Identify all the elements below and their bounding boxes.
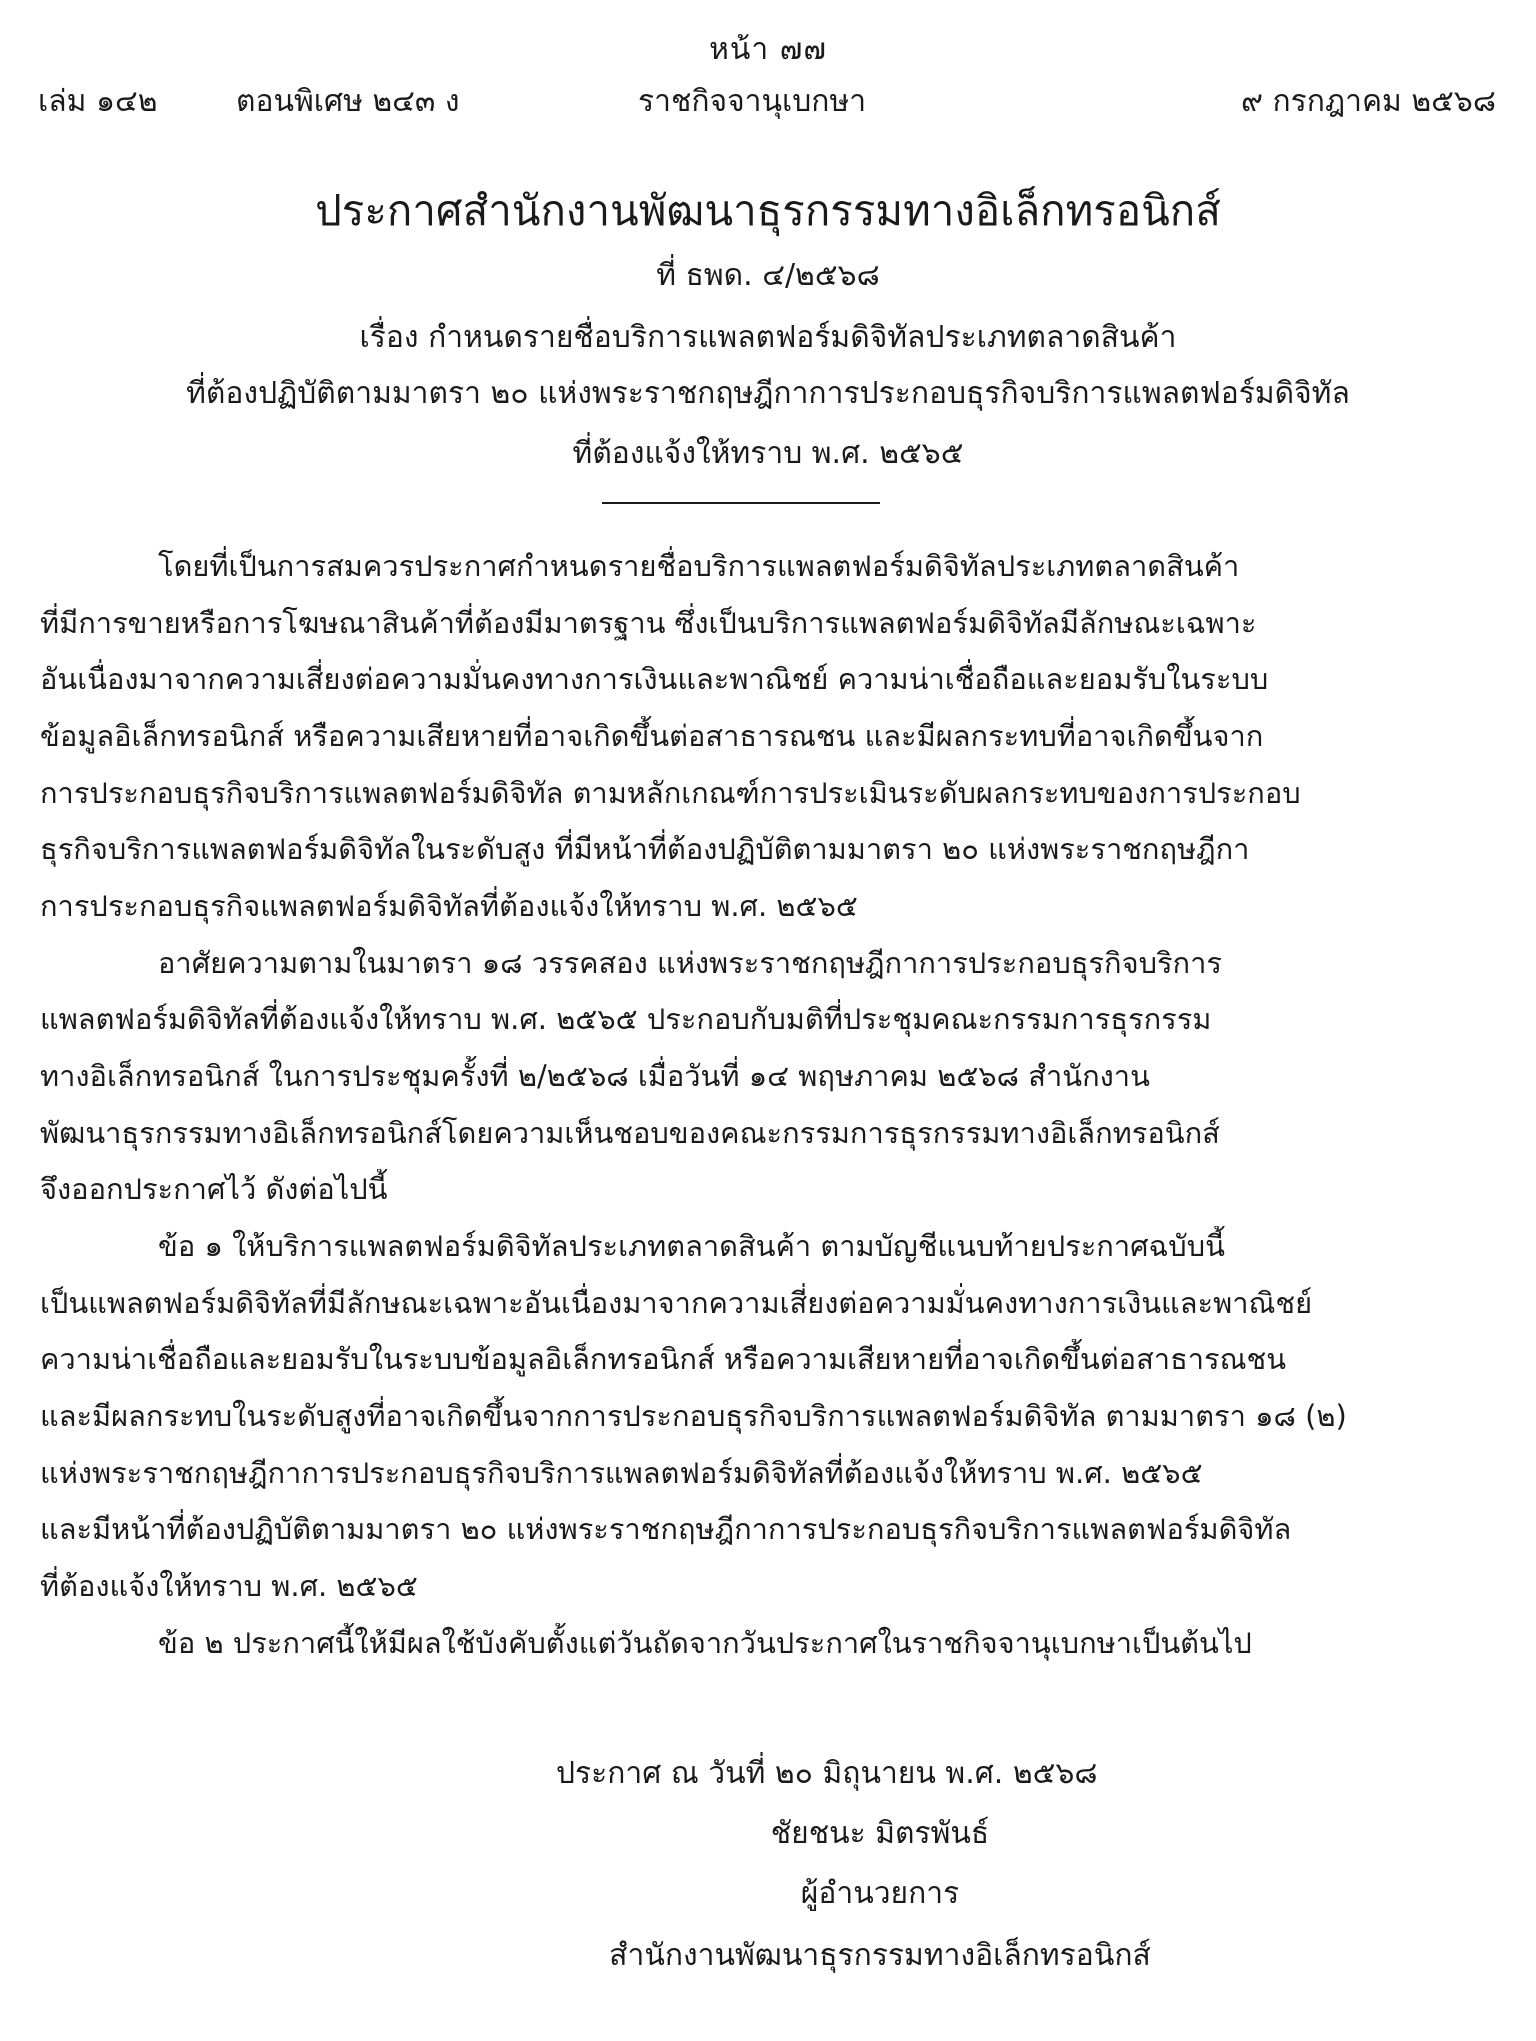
header-volume: เล่ม ๑๔๒ [38,84,158,119]
announcement-number: ที่ ธพด. ๔/๒๕๖๘ [656,258,880,293]
body-line: ข้อ ๑ ให้บริการแพลตฟอร์มดิจิทัลประเภทตลาดสินค้า ตามบัญชีแนบท้ายประกาศฉบับนี้ [158,1229,1225,1263]
body-line: และมีผลกระทบในระดับสูงที่อาจเกิดขึ้นจากการประกอบธุรกิจบริการแพลตฟอร์มดิจิทัล ตามมาตรา ๑๘ (๒) [40,1399,1347,1433]
running-header [38,78,1496,122]
body-line: ที่ต้องแจ้งให้ทราบ พ.ศ. ๒๕๖๕ [40,1569,418,1603]
signatory-name: ชัยชนะ มิตรพันธ์ [770,1816,990,1851]
body-line: เป็นแพลตฟอร์มดิจิทัลที่มีลักษณะเฉพาะอันเนื่องมาจากความเสี่ยงต่อความมั่นคงทางการเงินและพาณิชย์ [40,1286,1313,1320]
signatory-position: ผู้อำนวยการ [800,1876,960,1911]
header-section: ตอนพิเศษ ๒๔๓ ง [236,84,460,119]
announcement-title: ประกาศสำนักงานพัฒนาธุรกรรมทางอิเล็กทรอนิกส์ [315,186,1221,235]
body-line: ข้อ ๒ ประกาศนี้ให้มีผลใช้บังคับตั้งแต่วันถัดจากวันประกาศในราชกิจจานุเบกษาเป็นต้นไป [158,1626,1252,1660]
body-line: การประกอบธุรกิจบริการแพลตฟอร์มดิจิทัล ตามหลักเกณฑ์การประเมินระดับผลกระทบของการประกอบ [40,776,1301,810]
body-line: ธุรกิจบริการแพลตฟอร์มดิจิทัลในระดับสูง ที่มีหน้าที่ต้องปฏิบัติตามมาตรา ๒๐ แห่งพระราชกฤษฎีกา [40,832,1250,866]
subject-line: เรื่อง กำหนดรายชื่อบริการแพลตฟอร์มดิจิทัลประเภทตลาดสินค้า [359,320,1177,355]
subject-line: ที่ต้องปฏิบัติตามมาตรา ๒๐ แห่งพระราชกฤษฎีกาการประกอบธุรกิจบริการแพลตฟอร์มดิจิทัล [186,376,1350,411]
body-line: พัฒนาธุรกรรมทางอิเล็กทรอนิกส์โดยความเห็นชอบของคณะกรรมการธุรกรรมทางอิเล็กทรอนิกส์ [40,1116,1220,1150]
body-line: ข้อมูลอิเล็กทรอนิกส์ หรือความเสียหายที่อาจเกิดขึ้นต่อสาธารณชน และมีผลกระทบที่อาจเกิดขึ้นจาก [40,719,1264,753]
signature-date: ประกาศ ณ วันที่ ๒๐ มิถุนายน พ.ศ. ๒๕๖๘ [556,1756,1098,1791]
body-line: การประกอบธุรกิจแพลตฟอร์มดิจิทัลที่ต้องแจ้งให้ทราบ พ.ศ. ๒๕๖๕ [40,889,858,923]
body-line: อันเนื่องมาจากความเสี่ยงต่อความมั่นคงทางการเงินและพาณิชย์ ความน่าเชื่อถือและยอมรับในระบบ [40,662,1269,696]
body-line: แพลตฟอร์มดิจิทัลที่ต้องแจ้งให้ทราบ พ.ศ. ๒๕๖๕ ประกอบกับมติที่ประชุมคณะกรรมการธุรกรรม [40,1002,1212,1036]
header-gazette-name: ราชกิจจานุเบกษา [638,84,867,119]
body-line: และมีหน้าที่ต้องปฏิบัติตามมาตรา ๒๐ แห่งพระราชกฤษฎีกาการประกอบธุรกิจบริการแพลตฟอร์มดิจิทัล [40,1512,1292,1546]
subject-line: ที่ต้องแจ้งให้ทราบ พ.ศ. ๒๕๖๕ [572,436,964,471]
body-line: โดยที่เป็นการสมควรประกาศกำหนดรายชื่อบริการแพลตฟอร์มดิจิทัลประเภทตลาดสินค้า [158,549,1240,583]
title-divider [602,502,880,504]
body-line: ที่มีการขายหรือการโฆษณาสินค้าที่ต้องมีมาตรฐาน ซึ่งเป็นบริการแพลตฟอร์มดิจิทัลมีลักษณะเฉพาะ [40,606,1257,640]
body-line: อาศัยความตามในมาตรา ๑๘ วรรคสอง แห่งพระราชกฤษฎีกาการประกอบธุรกิจบริการ [158,946,1222,980]
page-number: หน้า ๗๗ [709,32,827,67]
body-line: จึงออกประกาศไว้ ดังต่อไปนี้ [40,1172,388,1206]
body-line: ทางอิเล็กทรอนิกส์ ในการประชุมครั้งที่ ๒/๒๕๖๘ เมื่อวันที่ ๑๔ พฤษภาคม ๒๕๖๘ สำนักงาน [40,1059,1150,1093]
signatory-organization: สำนักงานพัฒนาธุรกรรมทางอิเล็กทรอนิกส์ [609,1938,1151,1973]
header-date: ๙ กรกฎาคม ๒๕๖๘ [1241,84,1496,119]
body-line: ความน่าเชื่อถือและยอมรับในระบบข้อมูลอิเล็กทรอนิกส์ หรือความเสียหายที่อาจเกิดขึ้นต่อสาธารณชน [40,1342,1287,1376]
body-line: แห่งพระราชกฤษฎีกาการประกอบธุรกิจบริการแพลตฟอร์มดิจิทัลที่ต้องแจ้งให้ทราบ พ.ศ. ๒๕๖๕ [40,1456,1203,1490]
